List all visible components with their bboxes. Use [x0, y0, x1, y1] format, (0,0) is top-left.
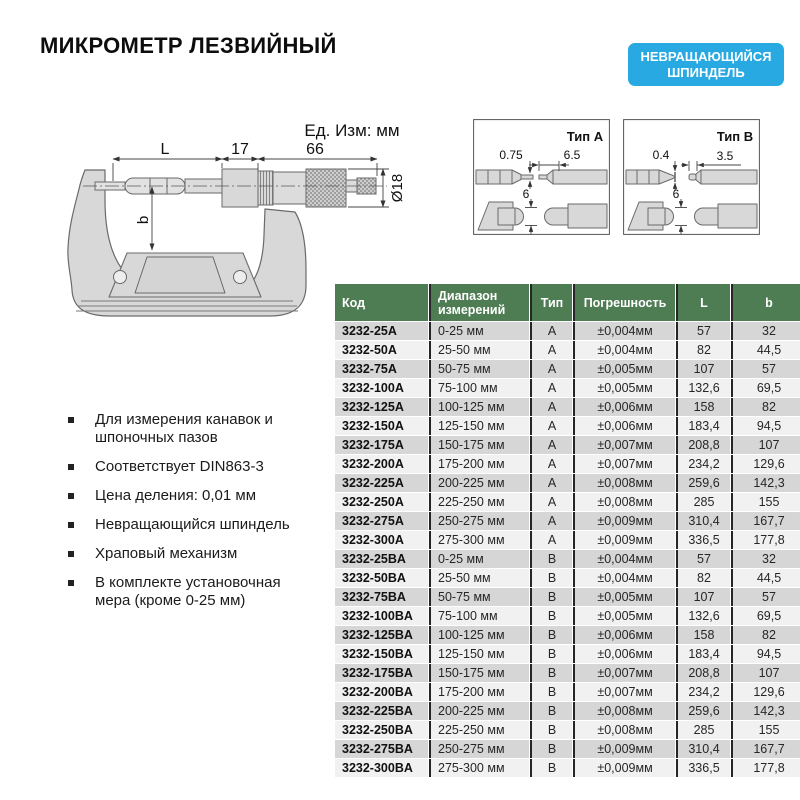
- sleeve-base: [222, 169, 258, 207]
- table-cell: 94,5: [731, 417, 800, 435]
- feature-item: [68, 545, 316, 563]
- table-cell: 57: [676, 550, 730, 568]
- type-a-tip-width: 0.75: [499, 148, 523, 162]
- table-cell: 32: [731, 322, 800, 340]
- feature-item: [68, 458, 316, 476]
- table-cell: 3232-100A: [335, 379, 428, 397]
- table-cell: ±0,008мм: [573, 702, 675, 720]
- table-cell: 3232-150BA: [335, 645, 428, 663]
- table-cell: 57: [731, 588, 800, 606]
- bullet-square-icon: [68, 580, 74, 586]
- table-cell: 82: [731, 398, 800, 416]
- col-header-type: Тип: [530, 284, 572, 321]
- badge-line2: ШПИНДЕЛЬ: [667, 64, 745, 80]
- table-cell: 200-225 мм: [429, 702, 529, 720]
- type-b-view: [623, 119, 760, 235]
- table-cell: ±0,005мм: [573, 360, 675, 378]
- type-b-tip-length: 3.5: [716, 149, 734, 163]
- table-cell: 69,5: [731, 607, 800, 625]
- table-cell: 155: [731, 721, 800, 739]
- table-cell: B: [530, 759, 572, 777]
- table-cell: ±0,006мм: [573, 417, 675, 435]
- table-cell: B: [530, 569, 572, 587]
- table-cell: 275-300 мм: [429, 531, 529, 549]
- table-cell: 175-200 мм: [429, 683, 529, 701]
- col-header-L: L: [676, 284, 730, 321]
- table-cell: 107: [731, 664, 800, 682]
- table-cell: A: [530, 512, 572, 530]
- table-cell: A: [530, 341, 572, 359]
- table-cell: B: [530, 740, 572, 758]
- table-cell: 50-75 мм: [429, 360, 529, 378]
- table-cell: A: [530, 398, 572, 416]
- type-b-blade-height: 6: [672, 187, 680, 201]
- table-cell: 44,5: [731, 569, 800, 587]
- table-cell: ±0,004мм: [573, 569, 675, 587]
- table-row: [335, 740, 800, 758]
- table-cell: ±0,008мм: [573, 474, 675, 492]
- table-cell: 3232-25A: [335, 322, 428, 340]
- page-title: МИКРОМЕТР ЛЕЗВИЙНЫЙ: [40, 33, 337, 58]
- table-cell: 69,5: [731, 379, 800, 397]
- table-cell: ±0,007мм: [573, 436, 675, 454]
- feature-text: В комплекте установочная мера (кроме 0-25 мм): [95, 574, 281, 609]
- table-cell: ±0,004мм: [573, 550, 675, 568]
- table-row: [335, 512, 800, 530]
- table-cell: 25-50 мм: [429, 569, 529, 587]
- table-cell: 75-100 мм: [429, 379, 529, 397]
- table-cell: 107: [676, 588, 730, 606]
- table-cell: 82: [676, 569, 730, 587]
- table-cell: 3232-200A: [335, 455, 428, 473]
- sleeve: [273, 172, 306, 204]
- table-cell: 3232-200BA: [335, 683, 428, 701]
- table-cell: 25-50 мм: [429, 341, 529, 359]
- table-row: [335, 759, 800, 777]
- table-cell: 285: [676, 493, 730, 511]
- table-cell: 208,8: [676, 664, 730, 682]
- table-row: [335, 322, 800, 340]
- table-cell: ±0,007мм: [573, 683, 675, 701]
- table-cell: ±0,005мм: [573, 607, 675, 625]
- table-cell: ±0,009мм: [573, 740, 675, 758]
- table-cell: 3232-275A: [335, 512, 428, 530]
- table-row: [335, 569, 800, 587]
- bullet-square-icon: [68, 551, 74, 557]
- table-cell: ±0,004мм: [573, 322, 675, 340]
- table-body: [335, 322, 800, 777]
- table-cell: 250-275 мм: [429, 512, 529, 530]
- table-cell: 158: [676, 626, 730, 644]
- table-cell: 3232-100BA: [335, 607, 428, 625]
- table-cell: 107: [676, 360, 730, 378]
- type-a-view: [473, 119, 610, 235]
- dim-66-label: 66: [306, 141, 324, 158]
- table-cell: 132,6: [676, 607, 730, 625]
- table-cell: 285: [676, 721, 730, 739]
- table-cell: 3232-25BA: [335, 550, 428, 568]
- table-cell: 208,8: [676, 436, 730, 454]
- col-header-range: Диапазон измерений: [429, 284, 529, 321]
- table-cell: 234,2: [676, 683, 730, 701]
- table-cell: A: [530, 531, 572, 549]
- feature-item: [68, 411, 316, 447]
- table-cell: 3232-250BA: [335, 721, 428, 739]
- table-row: [335, 683, 800, 701]
- table-cell: B: [530, 702, 572, 720]
- table-row: [335, 341, 800, 359]
- table-cell: ±0,006мм: [573, 398, 675, 416]
- table-cell: 3232-175A: [335, 436, 428, 454]
- table-cell: 150-175 мм: [429, 436, 529, 454]
- table-cell: 200-225 мм: [429, 474, 529, 492]
- table-cell: B: [530, 683, 572, 701]
- table-cell: A: [530, 360, 572, 378]
- table-cell: 3232-125BA: [335, 626, 428, 644]
- col-header-code: Код: [335, 284, 428, 321]
- table-cell: 177,8: [731, 759, 800, 777]
- table-cell: A: [530, 474, 572, 492]
- table-cell: 310,4: [676, 512, 730, 530]
- unit-label: Ед. Изм: мм: [304, 121, 400, 140]
- table-cell: 3232-275BA: [335, 740, 428, 758]
- table-cell: B: [530, 626, 572, 644]
- table-cell: ±0,009мм: [573, 531, 675, 549]
- table-cell: 183,4: [676, 645, 730, 663]
- table-row: [335, 436, 800, 454]
- feature-text: Цена деления: 0,01 мм: [95, 487, 257, 504]
- table-cell: A: [530, 322, 572, 340]
- table-cell: ±0,006мм: [573, 626, 675, 644]
- dim-b-label: b: [135, 215, 152, 225]
- table-cell: A: [530, 436, 572, 454]
- table-cell: 167,7: [731, 512, 800, 530]
- table-cell: B: [530, 664, 572, 682]
- table-row: [335, 550, 800, 568]
- table-cell: 225-250 мм: [429, 721, 529, 739]
- type-a-blade-height: 6: [522, 187, 530, 201]
- table-cell: ±0,007мм: [573, 455, 675, 473]
- badge-line1: НЕВРАЩАЮЩИЙСЯ: [640, 48, 772, 64]
- feature-item: [68, 574, 316, 610]
- table-cell: ±0,005мм: [573, 379, 675, 397]
- table-cell: ±0,004мм: [573, 341, 675, 359]
- table-cell: ±0,006мм: [573, 645, 675, 663]
- table-cell: 3232-50BA: [335, 569, 428, 587]
- table-row: [335, 360, 800, 378]
- table-cell: 3232-175BA: [335, 664, 428, 682]
- non-rotating-spindle-badge: [628, 43, 784, 86]
- table-row: [335, 607, 800, 625]
- frame-hole-left: [114, 271, 127, 284]
- table-cell: 3232-75BA: [335, 588, 428, 606]
- table-cell: 3232-50A: [335, 341, 428, 359]
- table-cell: 336,5: [676, 531, 730, 549]
- table-cell: 3232-225BA: [335, 702, 428, 720]
- table-row: [335, 417, 800, 435]
- table-cell: 75-100 мм: [429, 607, 529, 625]
- table-row: [335, 721, 800, 739]
- table-cell: 3232-75A: [335, 360, 428, 378]
- table-cell: 129,6: [731, 683, 800, 701]
- frame-hole-right: [234, 271, 247, 284]
- table-cell: 175-200 мм: [429, 455, 529, 473]
- dim-dia18-label: Ø18: [389, 173, 406, 203]
- col-header-b: b: [731, 284, 800, 321]
- table-cell: 155: [731, 493, 800, 511]
- table-cell: 82: [676, 341, 730, 359]
- table-cell: 3232-300A: [335, 531, 428, 549]
- table-row: [335, 664, 800, 682]
- table-cell: 3232-150A: [335, 417, 428, 435]
- table-row: [335, 493, 800, 511]
- feature-item: [68, 516, 316, 534]
- type-b-tip-width: 0.4: [652, 148, 670, 162]
- table-row: [335, 474, 800, 492]
- bullet-square-icon: [68, 522, 74, 528]
- bullet-square-icon: [68, 493, 74, 499]
- bullet-square-icon: [68, 464, 74, 470]
- table-cell: 132,6: [676, 379, 730, 397]
- table-cell: 3232-250A: [335, 493, 428, 511]
- type-a-title: Тип A: [566, 129, 604, 144]
- table-cell: 3232-125A: [335, 398, 428, 416]
- bullet-square-icon: [68, 417, 74, 423]
- dim-L-label: L: [160, 141, 170, 158]
- table-cell: 94,5: [731, 645, 800, 663]
- table-cell: 32: [731, 550, 800, 568]
- table-row: [335, 455, 800, 473]
- feature-text: Невращающийся шпиндель: [95, 516, 290, 533]
- table-cell: 275-300 мм: [429, 759, 529, 777]
- table-row: [335, 702, 800, 720]
- table-cell: A: [530, 455, 572, 473]
- thimble-knurl: [306, 169, 346, 207]
- feature-item: [68, 487, 316, 505]
- table-row: [335, 645, 800, 663]
- table-row: [335, 531, 800, 549]
- insulator-plate-inner: [135, 257, 225, 293]
- table-cell: 158: [676, 398, 730, 416]
- table-cell: 167,7: [731, 740, 800, 758]
- table-cell: 125-150 мм: [429, 645, 529, 663]
- table-cell: B: [530, 721, 572, 739]
- table-cell: 225-250 мм: [429, 493, 529, 511]
- spec-table: [334, 283, 800, 778]
- vernier-hatch: [258, 171, 273, 205]
- table-cell: ±0,005мм: [573, 588, 675, 606]
- feature-text: Соответствует DIN863-3: [95, 458, 264, 475]
- table-row: [335, 588, 800, 606]
- table-cell: ±0,008мм: [573, 493, 675, 511]
- table-cell: 44,5: [731, 341, 800, 359]
- table-cell: ±0,009мм: [573, 759, 675, 777]
- table-cell: 310,4: [676, 740, 730, 758]
- type-b-title: Тип B: [716, 129, 754, 144]
- col-header-error: Погрешность: [573, 284, 675, 321]
- table-cell: 57: [731, 360, 800, 378]
- table-cell: 107: [731, 436, 800, 454]
- table-row: [335, 398, 800, 416]
- table-cell: 50-75 мм: [429, 588, 529, 606]
- table-cell: 259,6: [676, 474, 730, 492]
- table-cell: 82: [731, 626, 800, 644]
- table-cell: ±0,007мм: [573, 664, 675, 682]
- table-cell: B: [530, 588, 572, 606]
- feature-text: Храповый механизм: [95, 545, 238, 562]
- table-row: [335, 379, 800, 397]
- table-cell: 3232-300BA: [335, 759, 428, 777]
- table-cell: 150-175 мм: [429, 664, 529, 682]
- table-cell: 57: [676, 322, 730, 340]
- table-cell: 177,8: [731, 531, 800, 549]
- table-cell: B: [530, 607, 572, 625]
- table-cell: A: [530, 493, 572, 511]
- dim-17-label: 17: [231, 141, 249, 158]
- table-cell: ±0,008мм: [573, 721, 675, 739]
- table-cell: 0-25 мм: [429, 322, 529, 340]
- table-header-row: [335, 284, 800, 321]
- table-cell: 142,3: [731, 474, 800, 492]
- table-cell: 129,6: [731, 455, 800, 473]
- table-cell: 100-125 мм: [429, 398, 529, 416]
- feature-text: Для измерения канавок и шпоночных пазов: [95, 411, 273, 446]
- table-cell: 183,4: [676, 417, 730, 435]
- table-cell: A: [530, 379, 572, 397]
- table-cell: B: [530, 550, 572, 568]
- type-a-tip-length: 6.5: [563, 148, 581, 162]
- features-list: [68, 411, 316, 621]
- table-cell: 234,2: [676, 455, 730, 473]
- table-cell: 336,5: [676, 759, 730, 777]
- table-cell: 3232-225A: [335, 474, 428, 492]
- table-cell: 250-275 мм: [429, 740, 529, 758]
- table-cell: 100-125 мм: [429, 626, 529, 644]
- table-cell: ±0,009мм: [573, 512, 675, 530]
- table-cell: 0-25 мм: [429, 550, 529, 568]
- table-row: [335, 626, 800, 644]
- table-cell: 259,6: [676, 702, 730, 720]
- table-cell: 125-150 мм: [429, 417, 529, 435]
- table-cell: 142,3: [731, 702, 800, 720]
- table-cell: B: [530, 645, 572, 663]
- table-cell: A: [530, 417, 572, 435]
